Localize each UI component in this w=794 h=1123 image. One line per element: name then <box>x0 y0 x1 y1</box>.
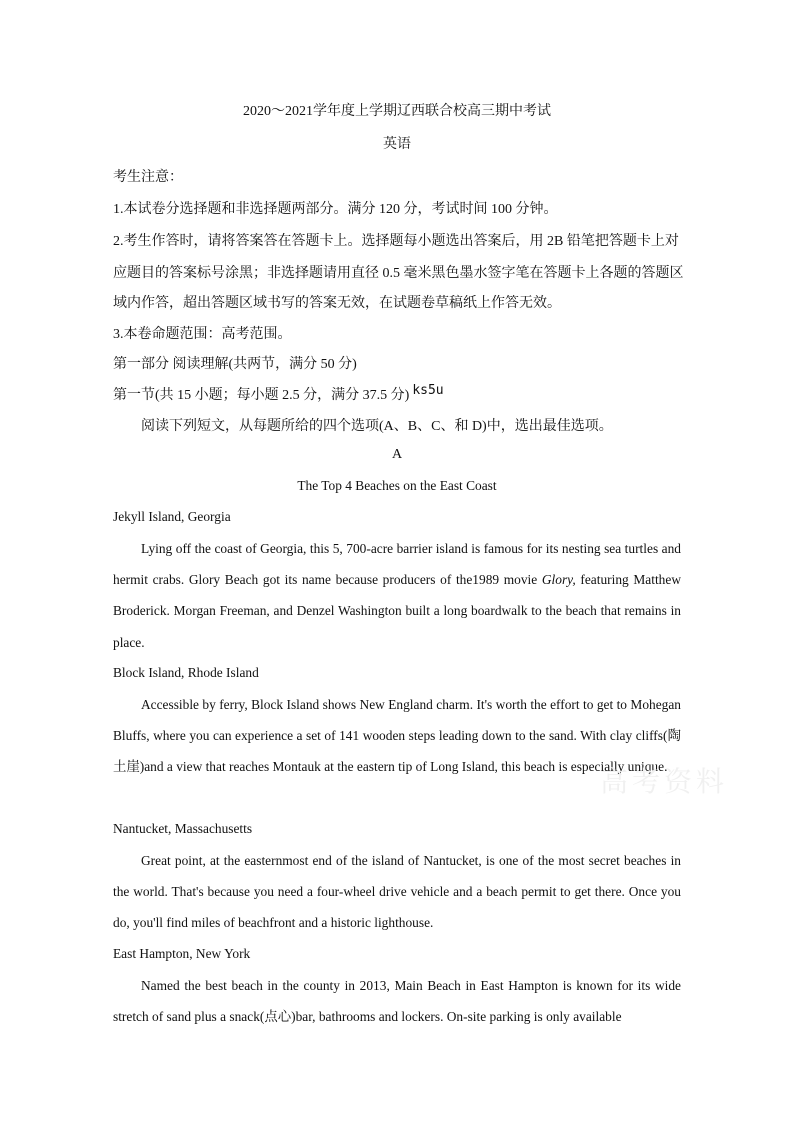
passage-title: The Top 4 Beaches on the East Coast <box>297 478 497 493</box>
part1-heading: 第一部分 阅读理解(共两节，满分 50 分) <box>113 357 357 372</box>
section1-text: 第一节(共 15 小题；每小题 2.5 分，满分 37.5 分) <box>113 388 410 403</box>
exam-title: 2020～2021学年度上学期辽西联合校高三期中考试 <box>243 104 551 119</box>
notice-item-2-line-1: 2.考生作答时，请将答案答在答题卡上。选择题每小题选出答案后，用 2B 铅笔把答题卡上对 <box>113 234 679 249</box>
passage-letter: A <box>391 447 403 462</box>
section-heading-east-hampton: East Hampton, New York <box>113 946 251 961</box>
notice-heading: 考生注意： <box>113 170 183 185</box>
subject-title: 英语 <box>383 137 411 152</box>
notice-item-2-line-2: 应题目的答案标号涂黑；非选择题请用直径 0.5 毫米黑色墨水签字笔在答题卡上各题的答题区 <box>113 266 684 281</box>
section-text-block-island: Accessible by ferry, Block Island shows New England charm. It's worth the effort to get to Mohegan Bluffs, where you can experience a set of 141 wooden steps leading down to the sand. With clay cliffs(陶土崖)and a view that reaches Montauk at the eastern tip of Long Island, this beach is especially unique. <box>113 697 681 775</box>
watermark: 高考资料 <box>600 765 729 798</box>
instruction: 阅读下列短文，从每题所给的四个选项(A、B、C、和 D)中，选出最佳选项。 <box>141 419 613 434</box>
ks5u-mark: ks5u <box>412 383 444 398</box>
section-text-east-hampton: Named the best beach in the county in 2013, Main Beach in East Hampton is known for its wide stretch of sand plus a snack(点心)bar, bathrooms and lockers. On-site parking is only available <box>113 978 681 1025</box>
notice-item-3: 3.本卷命题范围：高考范围。 <box>113 327 292 342</box>
notice-item-2-line-3: 域内作答，超出答题区域书写的答案无效，在试题卷草稿纸上作答无效。 <box>113 296 561 311</box>
jekyll-text-before: Lying off the coast of Georgia, this 5, 700-acre barrier island is famous for its nesting sea turtles and hermit crabs. Glory Beach got its name because producers of the1989 movie <box>113 541 681 588</box>
section-heading-block-island: Block Island, Rhode Island <box>113 665 259 680</box>
section-text-nantucket: Great point, at the easternmost end of the island of Nantucket, is one of the most secret beaches in the world. That's because you need a four-wheel drive vehicle and a beach permit to get there. Once you do, you'll find miles of beachfront and a historic lighthouse. <box>113 853 681 931</box>
section-text-jekyll <box>113 533 681 658</box>
jekyll-text-after: featuring Matthew Broderick. Morgan Freeman, and Denzel Washington built a long boardwalk to the beach that remains in place. <box>113 572 681 650</box>
section-heading-jekyll: Jekyll Island, Georgia <box>113 509 231 524</box>
section-heading-nantucket: Nantucket, Massachusetts <box>113 821 253 836</box>
section1-heading <box>113 384 681 404</box>
notice-item-1: 1.本试卷分选择题和非选择题两部分。满分 120 分，考试时间 100 分钟。 <box>113 202 558 217</box>
movie-title: Glory, <box>541 572 576 588</box>
